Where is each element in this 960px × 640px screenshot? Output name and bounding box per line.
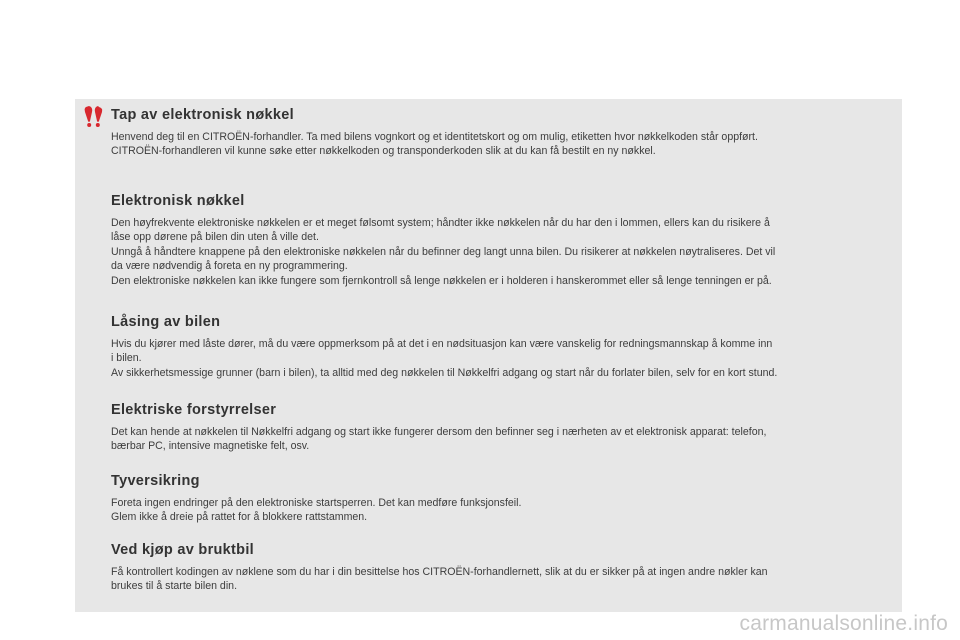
body-line: Hvis du kjører med låste dører, må du være oppmerksom på at det i en nødsituasjon kan være vanskelig for redningsmannskap å komme inn [111,338,773,350]
body-line: CITROËN-forhandleren vil kunne søke etter nøkkelkoden og transponderkoden slik at du kan få bestilt en ny nøkkel. [111,145,656,158]
body-line: Henvend deg til en CITROËN-forhandler. Ta med bilens vognkort og et identitetskort og om mulig, etiketten hvor nøkkelkoden står oppført. [111,131,758,143]
body-line: i bilen. [111,352,142,365]
section-theft-protection [111,472,886,525]
section-title: Tap av elektronisk nøkkel [111,107,294,123]
section-interference [111,401,886,454]
section-body [111,337,886,380]
body-line: brukes til å starte bilen din. [111,580,238,593]
section-body [111,216,886,288]
body-line: Den elektroniske nøkkelen kan ikke fungere som fjernkontroll så lenge nøkkelen er i holderen i hanskerommet eller så lenge tenningen er på. [111,274,772,287]
body-line: Det kan hende at nøkkelen til Nøkkelfri adgang og start ikke fungerer dersom den befinner seg i nærheten av et elektronisk apparat: telefon, [111,426,767,438]
body-line: Foreta ingen endringer på den elektroniske startsperren. Det kan medføre funksjonsfeil. [111,497,522,509]
section-body [111,496,886,525]
section-title: Elektronisk nøkkel [111,193,245,209]
section-used-car [111,541,886,594]
section-body [111,130,886,159]
body-line: Unngå å håndtere knappene på den elektroniske nøkkelen når du befinner deg langt unna bilen. Du risikerer at nøkkelen nøytraliseres. Det vil [111,245,776,258]
section-key-loss [111,106,886,159]
watermark[interactable]: carmanualsonline.info [739,612,948,635]
body-line: låse opp dørene på bilen din uten å ville det. [111,231,319,244]
section-body [111,565,886,594]
body-line: da være nødvendig å foreta en ny programmering. [111,260,348,273]
section-title: Tyversikring [111,473,200,489]
section-locking [111,313,886,380]
section-body [111,425,886,454]
body-line: Glem ikke å dreie på rattet for å blokkere rattstammen. [111,511,368,524]
body-line: Få kontrollert kodingen av nøklene som du har i din besittelse hos CITROËN-forhandlernett, slik at du er sikker på at ingen andre nøkler kan [111,566,768,578]
exclamation-warning-icon [83,104,105,128]
section-electronic-key [111,192,886,288]
section-title: Låsing av bilen [111,314,221,330]
section-title: Ved kjøp av bruktbil [111,542,254,558]
body-line: bærbar PC, intensive magnetiske felt, osv. [111,440,310,453]
body-line: Av sikkerhetsmessige grunner (barn i bilen), ta alltid med deg nøkkelen til Nøkkelfri adgang og start når du forlater bilen, selv for en kort stund. [111,366,778,379]
body-line: Den høyfrekvente elektroniske nøkkelen er et meget følsomt system; håndter ikke nøkkelen når du har den i lommen, ellers kan du risikere å [111,217,770,229]
section-title: Elektriske forstyrrelser [111,402,277,418]
